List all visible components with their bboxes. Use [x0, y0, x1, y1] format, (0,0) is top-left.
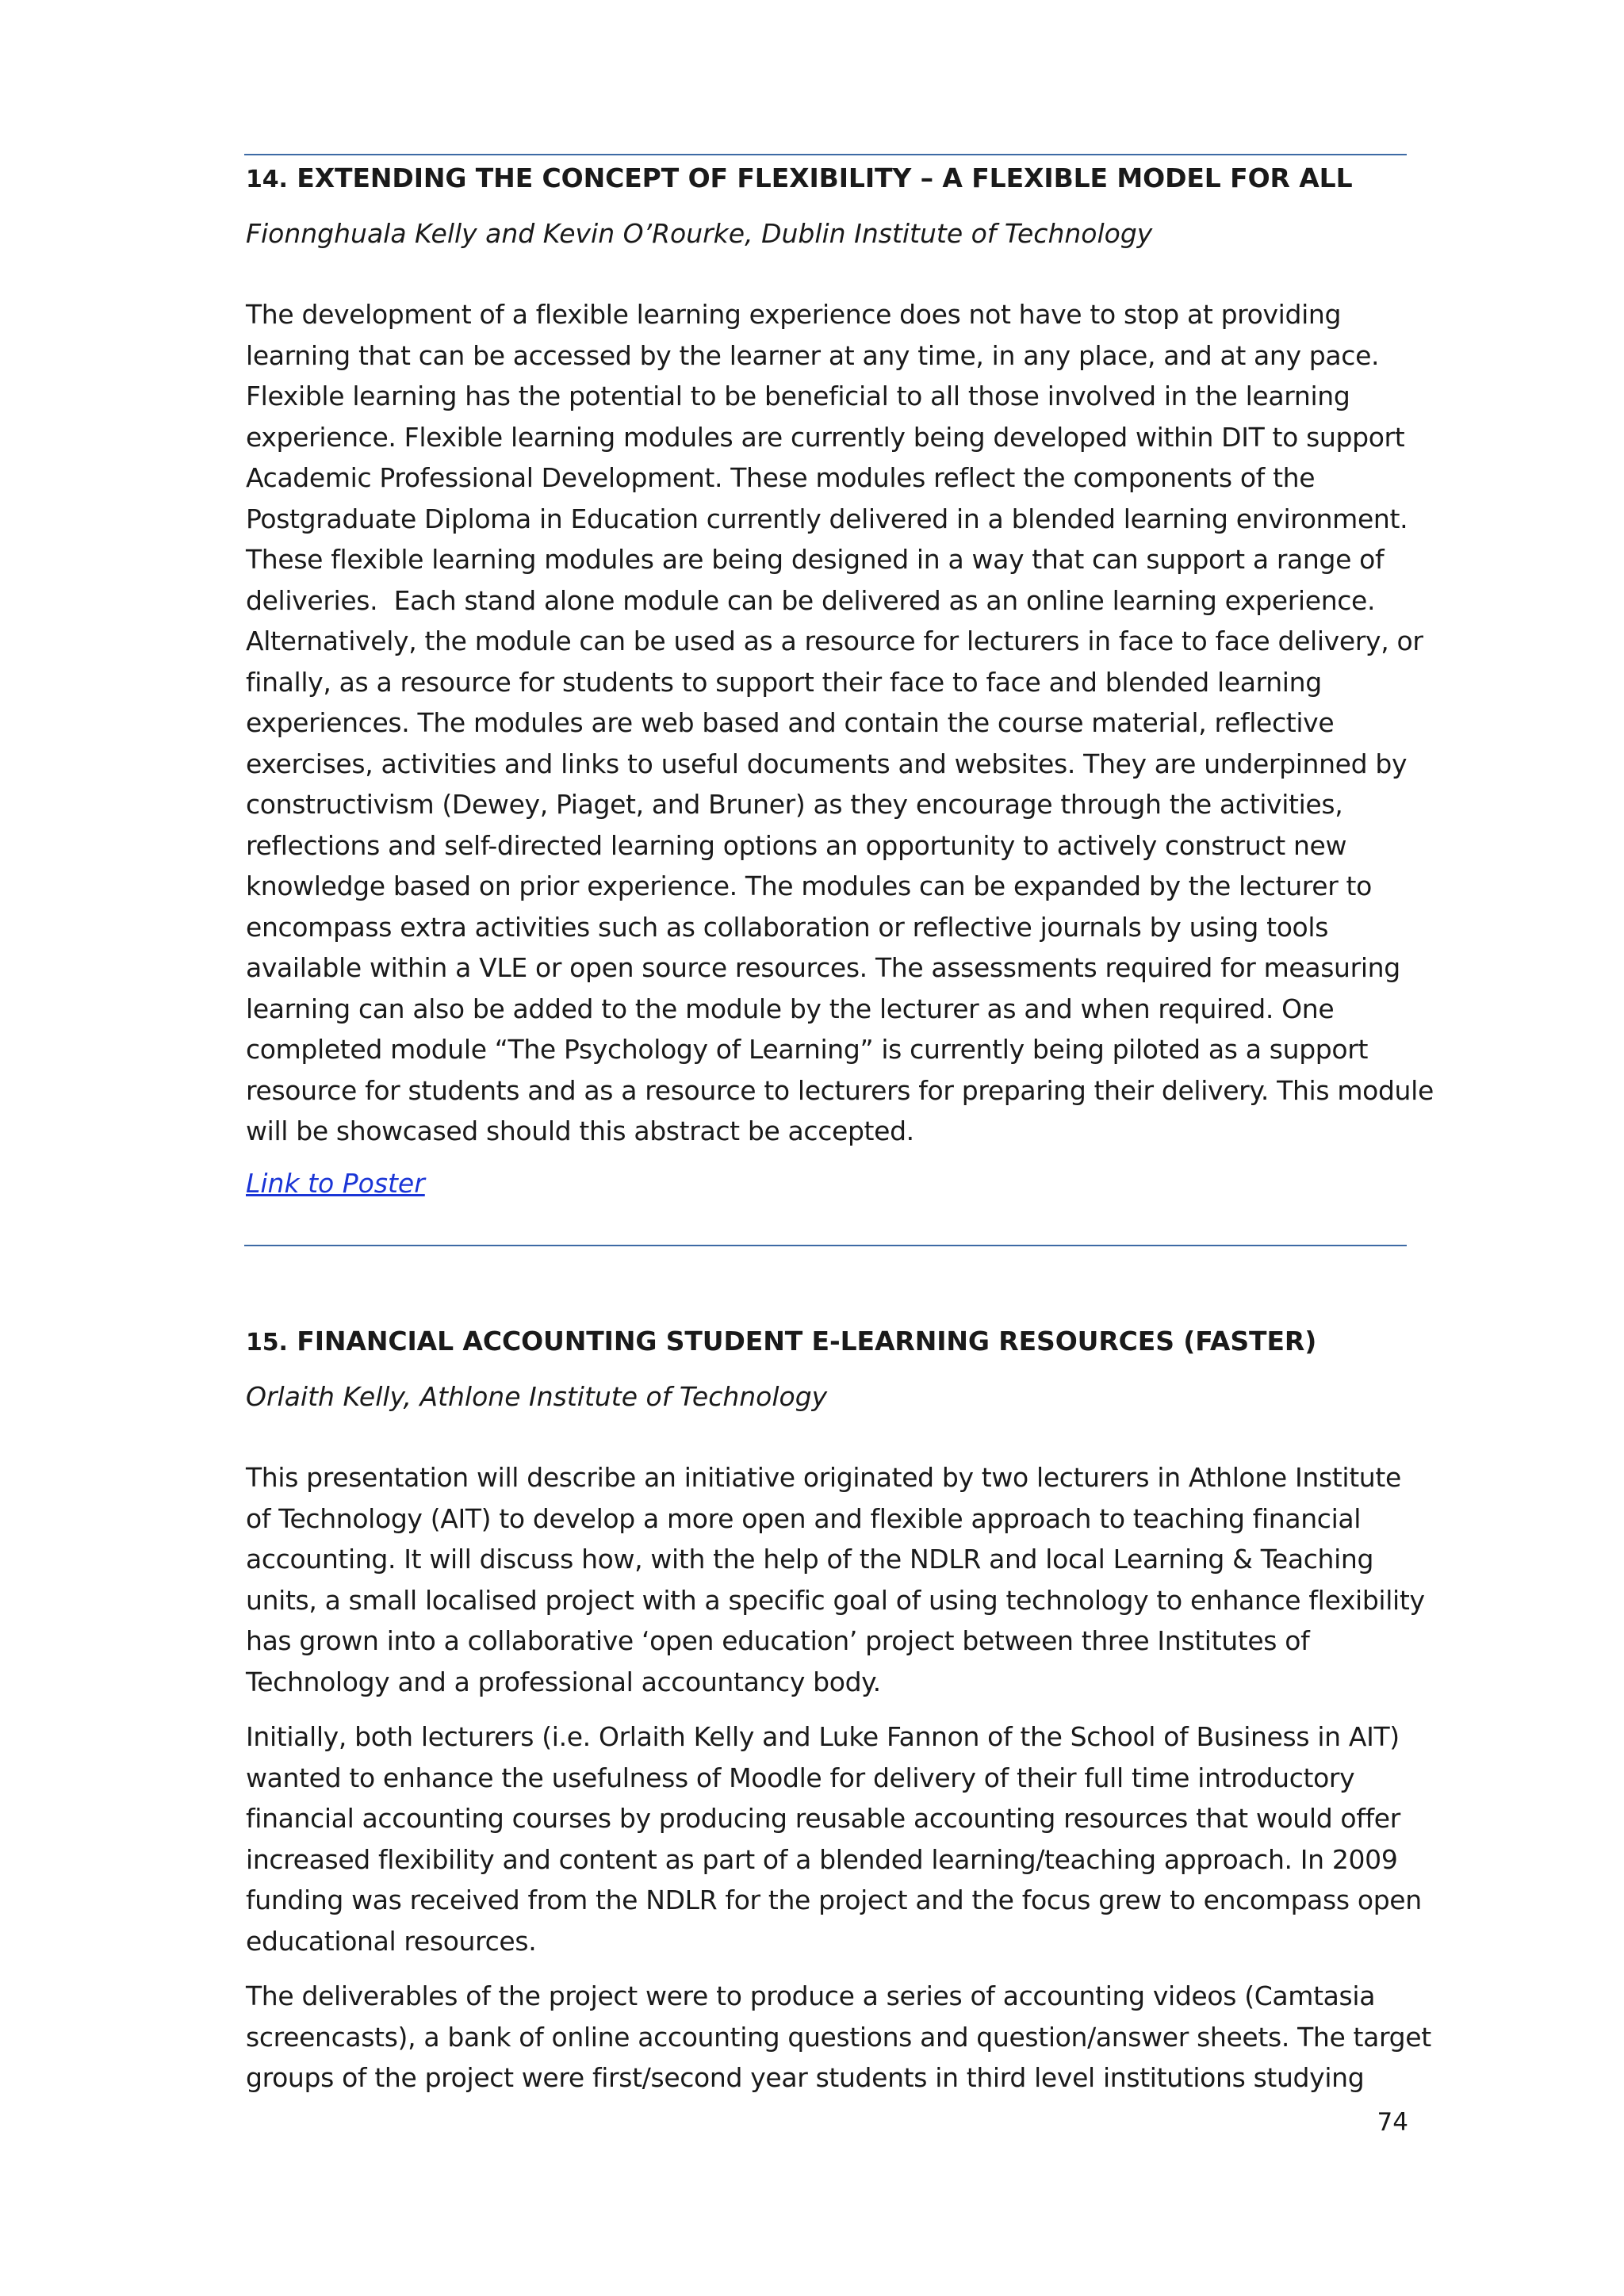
text-line: exercises, activities and links to useful documents and websites. They are underpinned by	[246, 748, 1408, 779]
text-line: of Technology (AIT) to develop a more open and flexible approach to teaching financial	[246, 1502, 1362, 1534]
text-line: These flexible learning modules are being designed in a way that can support a range of	[246, 544, 1385, 575]
text-line: knowledge based on prior experience. The modules can be expanded by the lecturer to	[246, 871, 1372, 901]
section-heading	[246, 161, 1405, 197]
text-line: increased flexibility and content as part of a blended learning/teaching approach. In 2009	[246, 1843, 1398, 1875]
text-line: Alternatively, the module can be used as a resource for lecturers in face to face delivery, or	[246, 626, 1423, 656]
text-line: Technology and a professional accountancy body.	[246, 1666, 881, 1697]
text-line: completed module “The Psychology of Learning” is currently being piloted as a support	[246, 1034, 1369, 1065]
text-line: Postgraduate Diploma in Education currently delivered in a blended learning environment.	[246, 503, 1408, 534]
section-number: 15.	[246, 1329, 288, 1357]
page-number: 74	[1377, 2108, 1408, 2137]
section-authors: Fionnghuala Kelly and Kevin O’Rourke, Dublin Institute of Technology	[246, 218, 1153, 249]
section-title: FINANCIAL ACCOUNTING STUDENT E-LEARNING RESOURCES (FASTER)	[297, 1326, 1317, 1357]
text-line: encompass extra activities such as collaboration or reflective journals by using tools	[246, 911, 1329, 943]
document-page	[244, 0, 1434, 2296]
text-line: experiences. The modules are web based and contain the course material, reflective	[246, 707, 1335, 738]
text-line: has grown into a collaborative ‘open education’ project between three Institutes of	[246, 1625, 1310, 1656]
section-divider-top	[244, 154, 1407, 155]
abstract-paragraph-2	[246, 1716, 1422, 1961]
section-divider-bottom	[244, 1245, 1407, 1246]
text-line: wanted to enhance the usefulness of Moodle for delivery of their full time introductory	[246, 1762, 1355, 1793]
abstract-section-14	[246, 161, 1434, 1201]
text-line: educational resources.	[246, 1925, 537, 1957]
section-authors: Orlaith Kelly, Athlone Institute of Technology	[246, 1381, 828, 1412]
text-line: reflections and self-directed learning options an opportunity to actively construct new	[246, 829, 1347, 861]
text-line: This presentation will describe an initiative originated by two lecturers in Athlone Institute	[246, 1462, 1401, 1493]
text-line: The deliverables of the project were to produce a series of accounting videos (Camtasia	[246, 1980, 1376, 2011]
text-line: deliveries. Each stand alone module can be delivered as an online learning experience.	[246, 584, 1376, 616]
section-title: EXTENDING THE CONCEPT OF FLEXIBILITY – A FLEXIBLE MODEL FOR ALL	[297, 163, 1353, 193]
text-line: accounting. It will discuss how, with the help of the NDLR and local Learning & Teaching	[246, 1544, 1374, 1575]
abstract-paragraph-3	[246, 1976, 1431, 2099]
text-line: Initially, both lecturers (i.e. Orlaith Kelly and Luke Fannon of the School of Business in AIT)	[246, 1721, 1400, 1752]
text-line: learning can also be added to the module by the lecturer as and when required. One	[246, 993, 1335, 1024]
section-heading	[246, 1324, 1405, 1360]
text-line: available within a VLE or open source resources. The assessments required for measuring	[246, 952, 1400, 983]
text-line: learning that can be accessed by the learner at any time, in any place, and at any pace.	[246, 339, 1380, 371]
abstract-paragraph-1	[246, 1457, 1425, 1702]
text-line: units, a small localised project with a specific goal of using technology to enhance flexibility	[246, 1584, 1425, 1616]
text-line: groups of the project were first/second year students in third level institutions studying	[246, 2062, 1365, 2093]
text-line: Flexible learning has the potential to be beneficial to all those involved in the learning	[246, 381, 1350, 411]
section-number: 14.	[246, 166, 288, 193]
text-line: The development of a flexible learning experience does not have to stop at providing	[246, 299, 1342, 330]
abstract-section-15	[246, 1324, 1431, 2099]
abstract-body	[246, 294, 1434, 1152]
text-line: will be showcased should this abstract be accepted.	[246, 1115, 914, 1146]
text-line: financial accounting courses by producing reusable accounting resources that would offer	[246, 1803, 1400, 1834]
text-line: screencasts), a bank of online accounting questions and question/answer sheets. The target	[246, 2021, 1431, 2053]
text-line: Academic Professional Development. These modules reflect the components of the	[246, 462, 1316, 493]
text-line: funding was received from the NDLR for the project and the focus grew to encompass open	[246, 1885, 1422, 1915]
text-line: finally, as a resource for students to support their face to face and blended learning	[246, 666, 1322, 698]
text-line: experience. Flexible learning modules are currently being developed within DIT to support	[246, 421, 1405, 453]
text-line: constructivism (Dewey, Piaget, and Bruner) as they encourage through the activities,	[246, 789, 1343, 820]
link-to-poster[interactable]: Link to Poster	[246, 1167, 425, 1199]
text-line: resource for students and as a resource to lecturers for preparing their delivery. This module	[246, 1074, 1434, 1106]
